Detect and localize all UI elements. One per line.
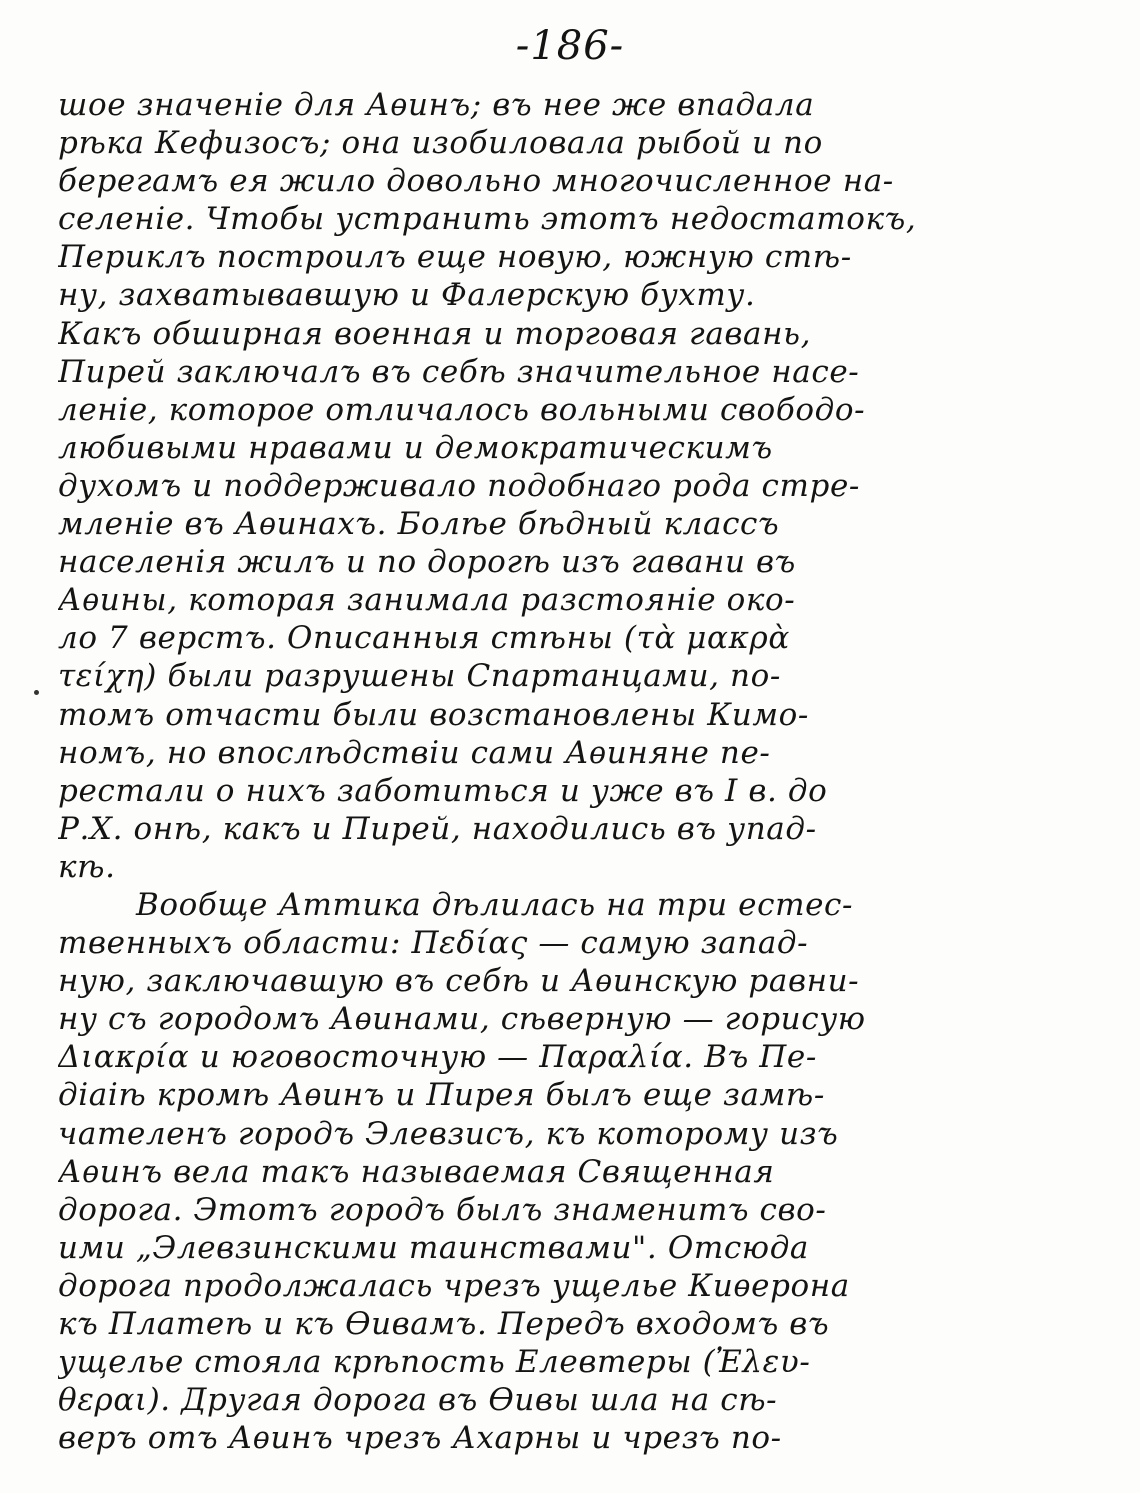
text-line: кѣ. [58, 848, 116, 885]
text-line: Р.Х. онѣ, какъ и Пирей, находились въ упад- [58, 810, 817, 847]
page-number: -186- [515, 23, 625, 69]
text-line: леніе, которое отличалось вольными свободо- [58, 391, 866, 428]
text-line: Какъ обширная военная и торговая гавань, [58, 315, 812, 352]
text-line: τείχη) были разрушены Спартанцами, по- [58, 658, 781, 695]
text-line: шое значеніе для Аѳинъ; въ нее же впадала [58, 87, 815, 123]
text-line: любивыми нравами и демократическимъ [58, 429, 773, 466]
handwritten-text-block [58, 86, 1098, 1457]
text-line: веръ отъ Аѳинъ чрезъ Ахарны и чрезъ по- [58, 1420, 782, 1457]
text-line: Аѳины, которая занимала разстояніе око- [58, 582, 796, 619]
text-line: дорога продолжалась чрезъ ущелье Киѳерона [58, 1267, 850, 1304]
text-line: номъ, но впослѣдствіи сами Аѳиняне пе- [58, 734, 771, 771]
text-line: селеніе. Чтобы устранить этотъ недостатокъ, [58, 201, 917, 238]
ink-speck [34, 690, 39, 695]
text-line: къ Платеѣ и къ Ѳивамъ. Передъ входомъ въ [58, 1306, 830, 1342]
text-line: твенныхъ области: Πεδίας — самую запад- [58, 925, 809, 962]
text-line: Διακρία и юговосточную — Παραλία. Въ Пе- [58, 1039, 817, 1076]
text-line: діаіѣ кромѣ Аѳинъ и Пирея былъ еще замѣ- [58, 1077, 825, 1114]
text-line: чателенъ городъ Элевзисъ, къ которому изъ [58, 1115, 839, 1152]
text-line: Аѳинъ вела такъ называемая Священная [58, 1153, 775, 1190]
text-line: рестали о нихъ заботиться и уже въ I в. до [58, 772, 828, 809]
text-line: Периклъ построилъ еще новую, южную стѣ- [58, 239, 852, 276]
text-line: рѣка Кефизосъ; она изобиловала рыбой и по [58, 125, 823, 162]
text-line: ущелье стояла крѣпость Елевтеры (Ἐλευ- [58, 1344, 811, 1381]
text-line: Вообще Аттика дѣлилась на три естес- [136, 886, 854, 923]
text-line: ну, захватывавшую и Фалерскую бухту. [58, 277, 756, 314]
text-line: ло 7 верстъ. Описанныя стѣны (τὰ μακρὰ [58, 620, 790, 657]
text-line: духомъ и поддерживало подобнаго рода стре- [58, 467, 860, 504]
text-line: ну съ городомъ Аѳинами, сѣверную — горисую [58, 1001, 866, 1038]
text-line: берегамъ ея жило довольно многочисленное на- [58, 163, 894, 200]
text-line: мленіе въ Аѳинахъ. Болѣе бѣдный классъ [58, 506, 780, 543]
text-line: Пирей заключалъ въ себѣ значительное насе- [58, 353, 860, 390]
text-line: томъ отчасти были возстановлены Кимо- [58, 696, 809, 733]
text-line: дорога. Этотъ городъ былъ знаменитъ сво- [58, 1191, 827, 1228]
text-line: θεραι). Другая дорога въ Ѳивы шла на сѣ- [58, 1382, 778, 1419]
text-line: ими „Элевзинскими таинствами". Отсюда [58, 1229, 810, 1266]
text-line: населенія жилъ и по дорогѣ изъ гавани въ [58, 544, 796, 581]
text-line: ную, заключавшую въ себѣ и Аѳинскую равни- [58, 963, 860, 1000]
